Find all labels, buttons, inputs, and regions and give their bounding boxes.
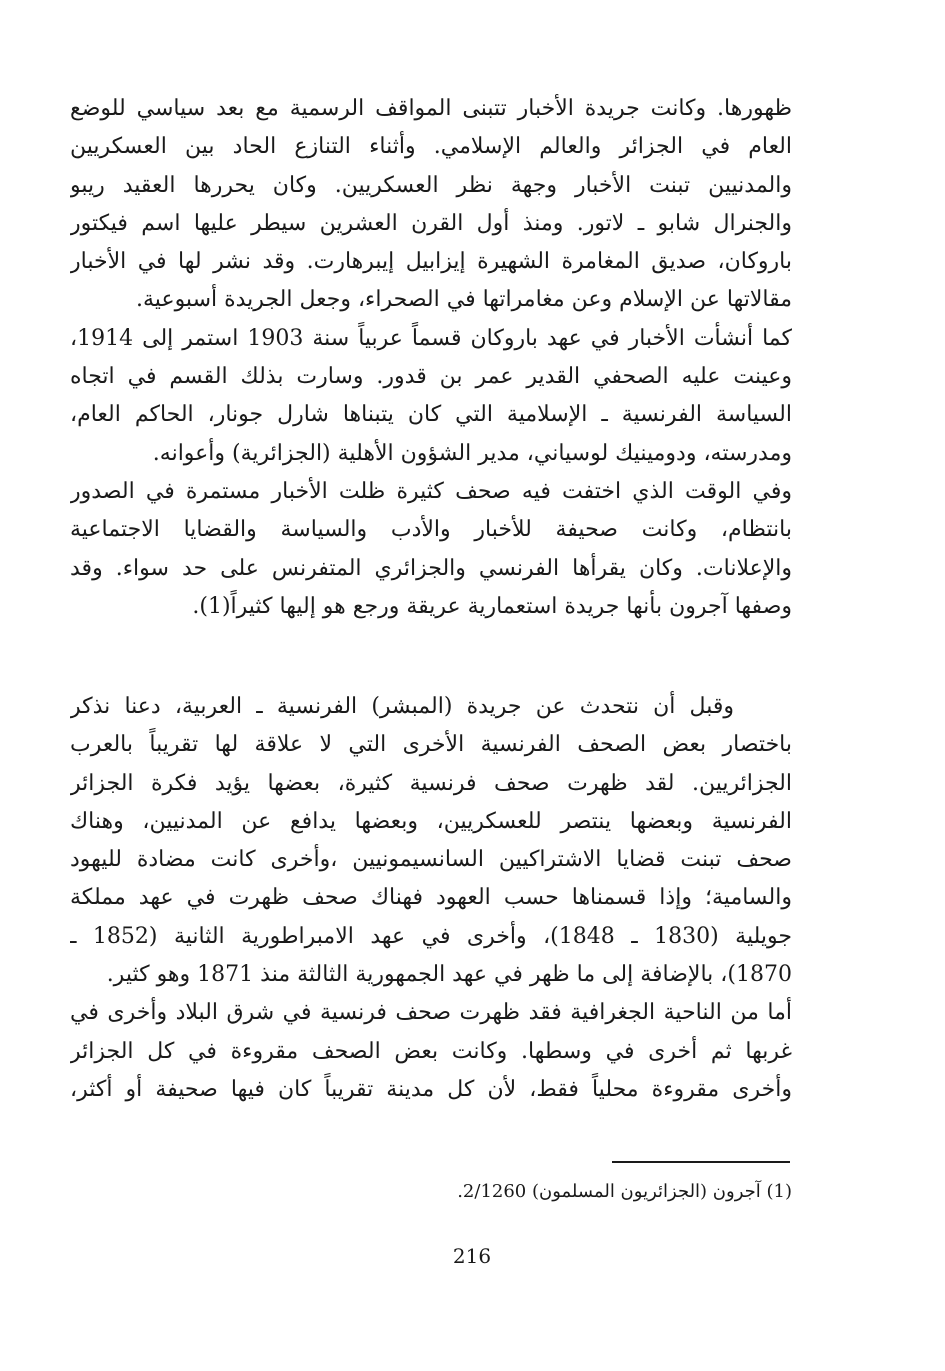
text-line: 1870)، بالإضافة إلى ما ظهر في عهد الجمهورية الثالثة منذ 1871 وهو كثير. [106, 962, 792, 988]
text-line: والجنرال شابو ـ لاتور. ومنذ أول القرن العشرين سيطر عليها اسم فيكتور [70, 210, 792, 236]
text-line: السياسة الفرنسية ـ الإسلامية التي كان يتبناها شارل جونار، الحاكم العام، [70, 402, 792, 428]
text-line: باروكان، صديق المغامرة الشهيرة إيزابيل إيبرهارت. وقد نشر لها في الأخبار [70, 249, 792, 275]
text-line: وعينت عليه الصحفي القدير عمر بن قدور. وسارت بذلك القسم في اتجاه [70, 364, 792, 390]
text-line: وصفها آجرون بأنها جريدة استعمارية عريقة ورجع هو إليها كثيراً(1). [192, 593, 792, 619]
text-line: جويلية (1830 ـ 1848)، وأخرى في عهد الامبراطورية الثانية (1852 ـ [70, 923, 792, 949]
text-line: ومدرسته، ودومينيك لوسياني، مدير الشؤون الأهلية (الجزائرية) وأعوانه. [152, 440, 792, 466]
text-line: كما أنشأت الأخبار في عهد باروكان قسماً عربياً سنة 1903 استمر إلى 1914، [70, 325, 792, 351]
text-line: وأخرى مقروءة محلياً فقط، لأن كل مدينة تقريباً كان فيها صحيفة أو أكثر، [70, 1076, 792, 1102]
text-line: مقالاتها عن الإسلام وعن مغامراتها في الصحراء، وجعل الجريدة أسبوعية. [136, 287, 792, 313]
text-line: غربها ثم أخرى في وسطها. وكانت بعض الصحف مقروءة في كل الجزائر [70, 1038, 792, 1064]
text-line: وقبل أن نتحدث عن جريدة (المبشر) الفرنسية ـ العربية، دعنا نذكر [70, 694, 734, 719]
footnote: (1) آجرون (الجزائريون المسلمون) 2/1260. [457, 1181, 792, 1202]
text-line: صحف تبنت قضايا الاشتراكيين السانسيمونيين ،وأخرى كانت مضادة لليهود [70, 847, 792, 873]
text-line: والمدنيين تبنت الأخبار وجهة نظر العسكريين. وكان يحررها العقيد ريبو [70, 172, 792, 198]
text-line: العام في الجزائر والعالم الإسلامي. وأثناء التنازع الحاد بين العسكريين [70, 134, 792, 160]
text-line: والسامية؛ وإذا قسمناها حسب العهود فهناك صحف ظهرت في عهد مملكة [70, 885, 792, 911]
text-line: وفي الوقت الذي اختفت فيه صحف كثيرة ظلت الأخبار مستمرة في الصدور [70, 478, 792, 504]
paragraph-1 [70, 90, 792, 626]
paragraph-2 [70, 688, 792, 1109]
text-line: ظهورها. وكانت جريدة الأخبار تتبنى المواقف الرسمية مع بعد سياسي للوضع [70, 96, 792, 121]
text-line: بانتظام، وكانت صحيفة للأخبار والأدب والسياسة والقضايا الاجتماعية [70, 517, 792, 543]
text-line: باختصار بعض الصحف الفرنسية الأخرى التي لا علاقة لها تقريباً بالعرب [70, 732, 792, 758]
footnote-divider [612, 1161, 790, 1163]
text-line: أما من الناحية الجغرافية فقد ظهرت صحف فرنسية في شرق البلاد وأخرى في [70, 1000, 792, 1026]
text-line: والإعلانات. وكان يقرأها الفرنسي والجزائري المتفرنس على حد سواء. وقد [70, 555, 792, 581]
text-line: الفرنسية وبعضها ينتصر للعسكريين، وبعضها يدافع عن المدنيين، وهناك [70, 808, 792, 834]
page-number: 216 [452, 1244, 492, 1268]
text-line: الجزائريين. لقد ظهرت صحف فرنسية كثيرة، بعضها يؤيد فكرة الجزائر [70, 770, 792, 796]
